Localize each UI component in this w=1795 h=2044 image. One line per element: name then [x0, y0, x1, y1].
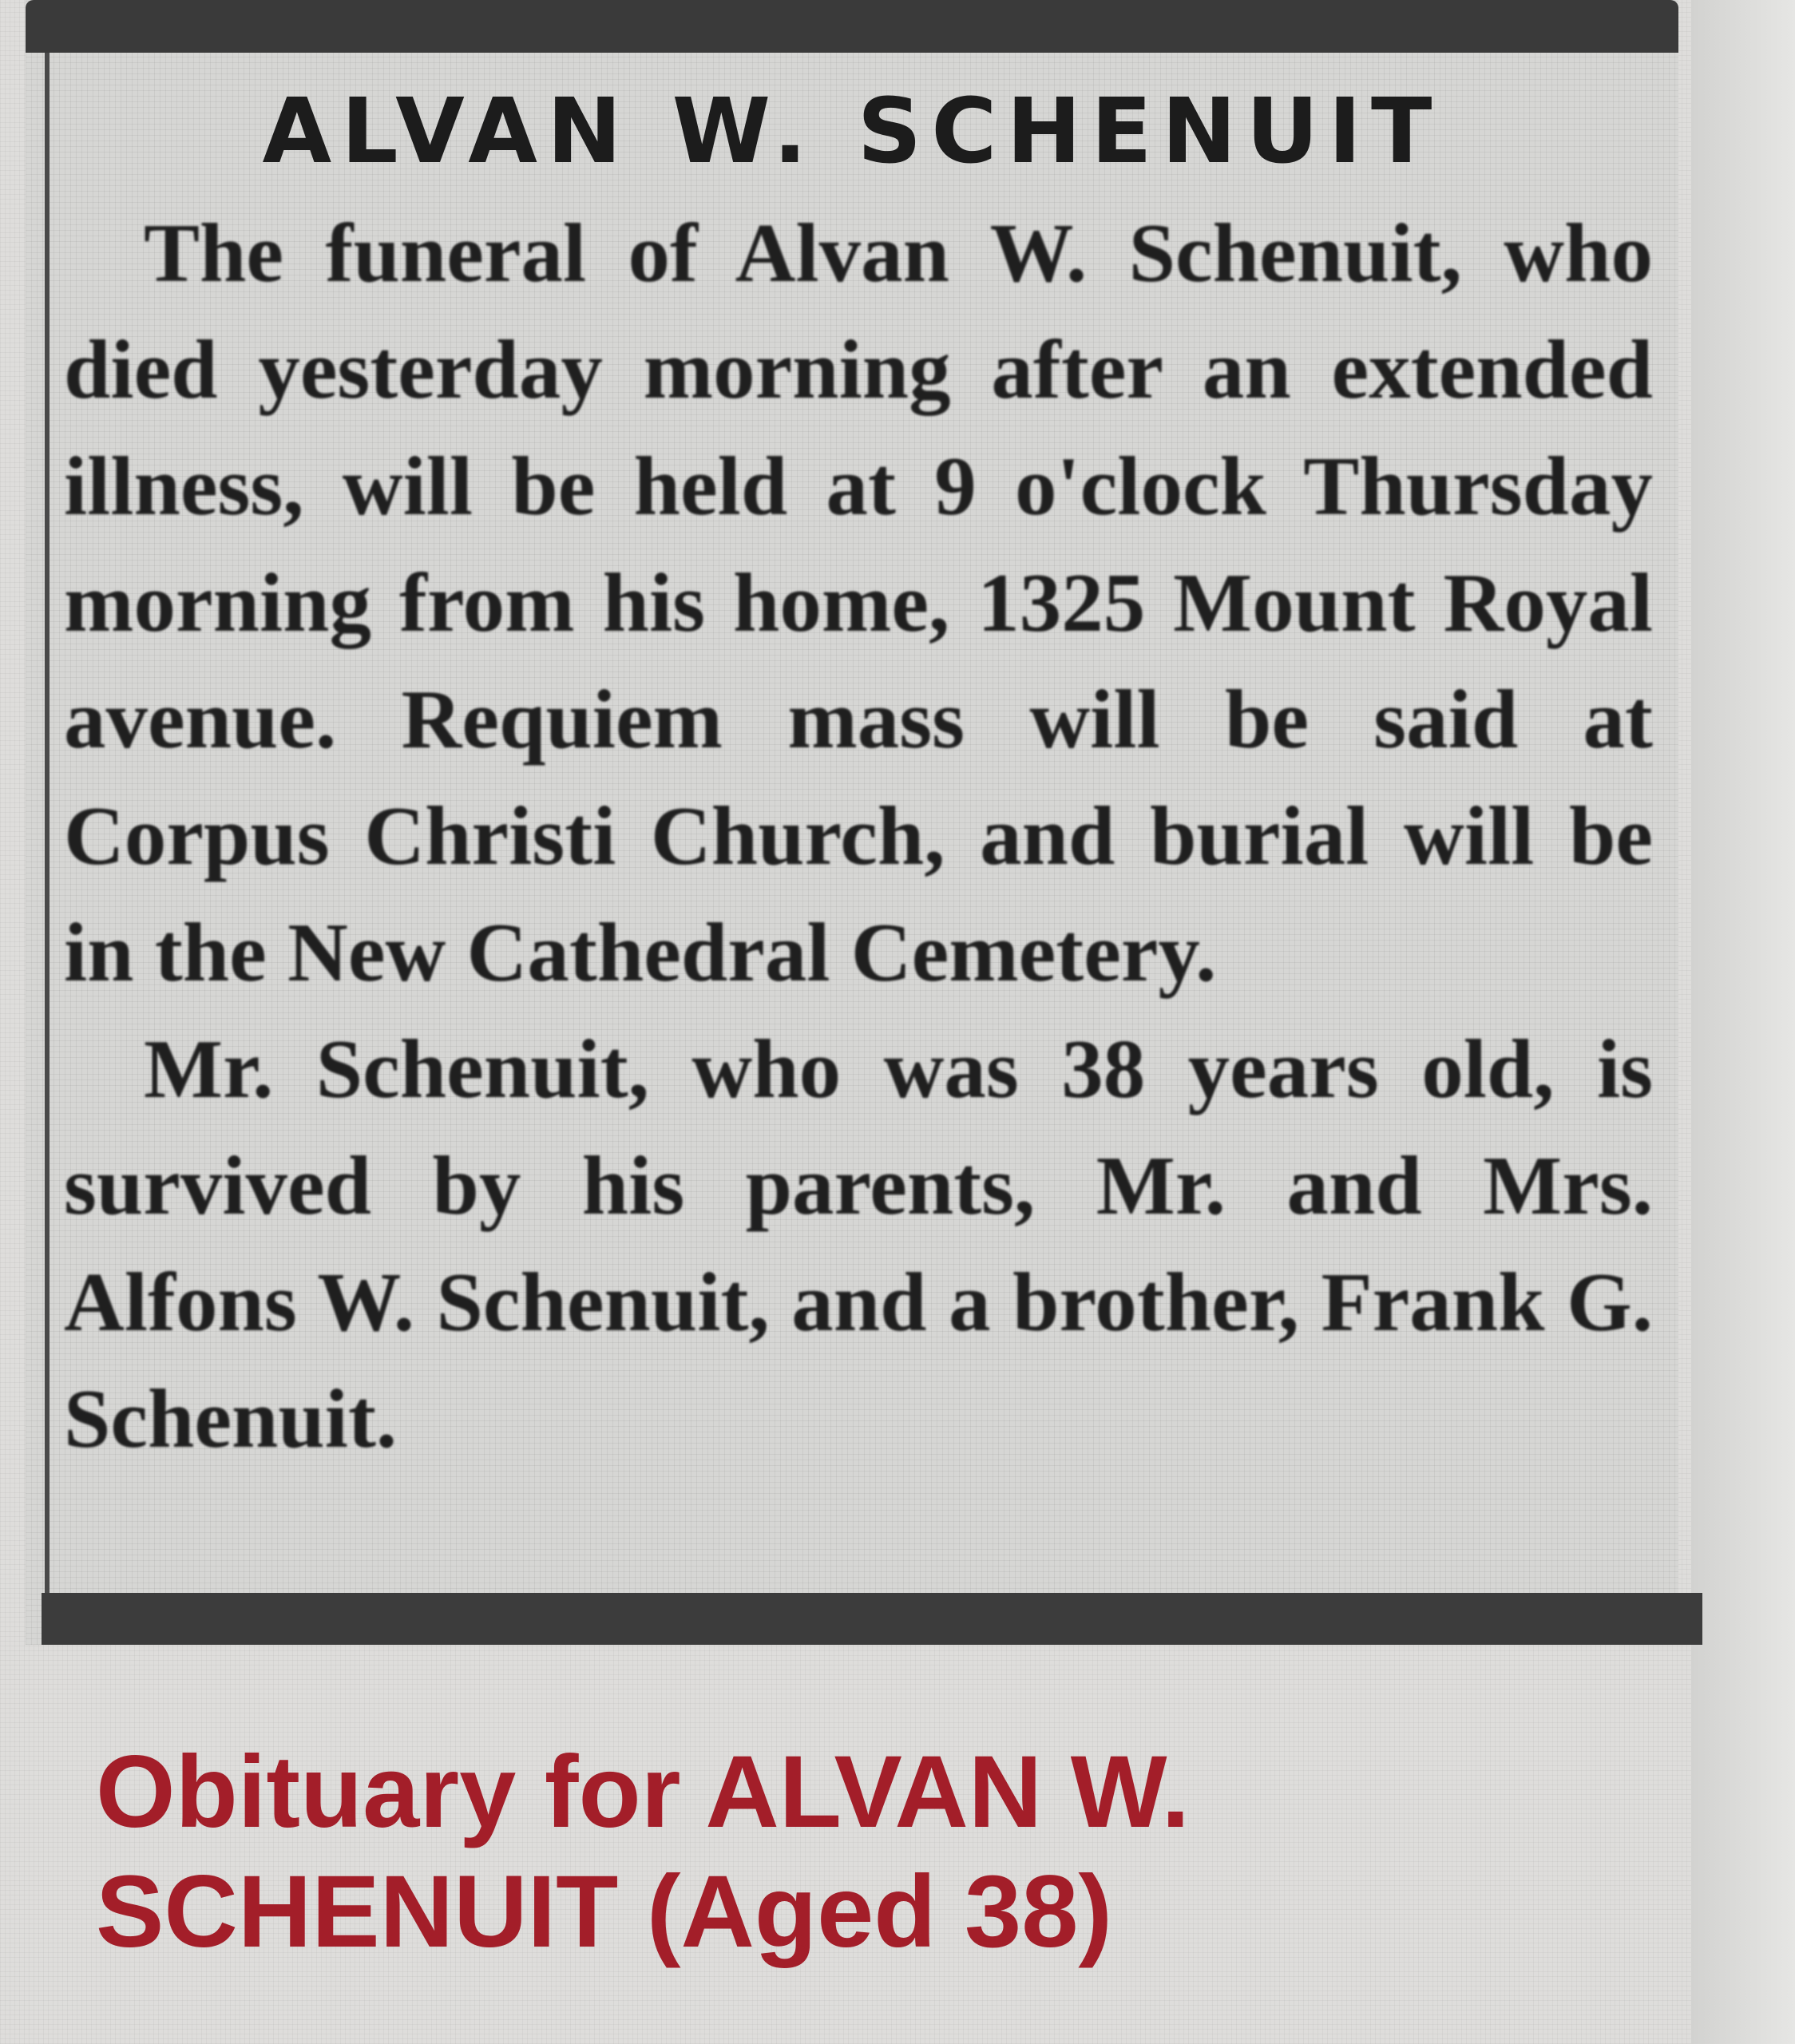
- image-caption: Obituary for ALVAN W. SCHENUIT (Aged 38): [96, 1735, 1191, 1969]
- obituary-body: [64, 195, 1653, 1477]
- obituary-paragraph-2: Mr. Schenuit, who was 38 years old, is survived by his parents, Mr. and Mrs. Alfons W. Schenuit, and a brother, Frank G. Schenuit.: [64, 1022, 1653, 1465]
- obituary-heading: ALVAN W. SCHENUIT: [262, 80, 1442, 184]
- top-border-rule: [26, 0, 1678, 53]
- obituary-paragraph-1: The funeral of Alvan W. Schenuit, who died yesterday morning after an extended illness, will be held at 9 o'clock Thursday morning from his home, 1325 Mount Royal avenue. Requiem mass will be said at Corpus Christi Church, and burial will be in the New Cathedral Cemetery.: [64, 206, 1653, 999]
- screen-edge: [1691, 0, 1795, 2044]
- newspaper-clipping: [26, 0, 1678, 1645]
- bottom-border-rule: [42, 1593, 1702, 1645]
- left-column-rule: [45, 53, 50, 1593]
